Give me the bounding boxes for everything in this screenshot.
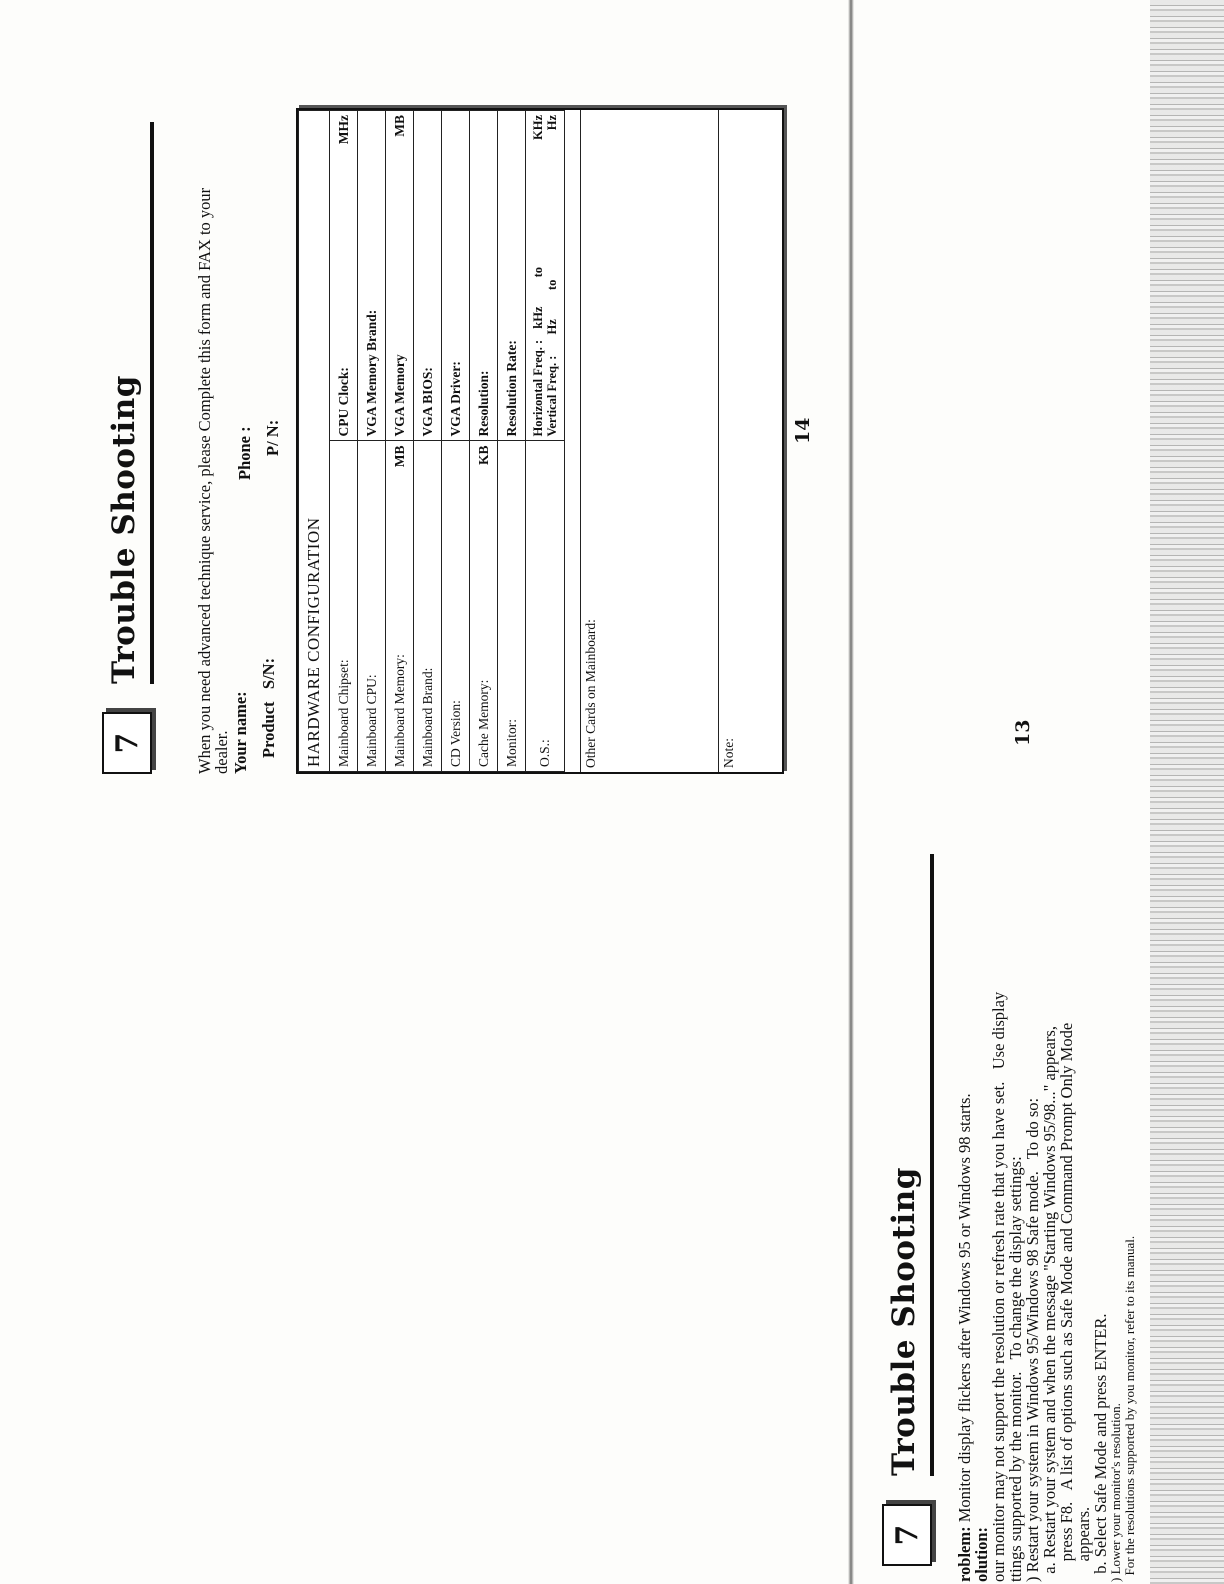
intro-line-2: dealer. [212, 730, 231, 774]
cpu-clock-field[interactable] [330, 111, 358, 442]
solution-line-8: ) Lower your monitor's resolution. [1108, 1403, 1123, 1582]
vga-memory-brand-field[interactable] [358, 111, 386, 442]
os-field[interactable] [526, 441, 565, 772]
field-label: Resolution: [475, 370, 491, 437]
monitor-field[interactable] [498, 441, 526, 772]
field-label: VGA Memory [391, 354, 407, 437]
pn-label: P/ N: [263, 419, 282, 456]
solution-label: olution: [972, 1526, 991, 1582]
solution-line-4: a. Restart your system and when the message "Starting Windows 95/98..." appears, [1040, 1026, 1059, 1582]
chapter-number-box [882, 1504, 932, 1566]
field-unit: MB [391, 115, 407, 137]
solution-line-9: For the resolutions supported by you monitor, refer to its manual. [1122, 1235, 1137, 1582]
horizontal-freq-line [531, 115, 545, 437]
solution-line-1: our monitor may not support the resolution or refresh rate that you have set. Use display [989, 991, 1008, 1582]
solution-line-7: b. Select Safe Mode and press ENTER. [1091, 1313, 1110, 1582]
page-13 [872, 0, 1148, 1584]
chapter-number: 7 [109, 732, 145, 754]
field-label: VGA Driver: [447, 361, 463, 437]
vertical-freq-line [545, 115, 559, 437]
scan-edge-noise [1150, 0, 1224, 1584]
horizontal-freq-label: Horizontal Freq. : [531, 339, 545, 437]
page-14 [92, 0, 842, 1584]
chapter-title: Trouble Shooting [106, 375, 142, 684]
freq-unit-end: KHz [531, 115, 545, 140]
field-label: CD Version: [447, 700, 463, 767]
hardware-configuration-form [296, 108, 784, 774]
field-unit: MHz [335, 115, 351, 145]
table-row [414, 111, 442, 772]
cache-memory-field[interactable] [470, 441, 498, 772]
phone-label: Phone : [235, 426, 254, 480]
table-row [442, 111, 470, 772]
problem-line [956, 992, 973, 1582]
mainboard-cpu-field[interactable] [358, 441, 386, 772]
freq-unit-end: Hz [545, 115, 559, 131]
field-unit: KB [475, 445, 491, 466]
table-row [526, 111, 565, 772]
vga-memory-field[interactable] [386, 111, 414, 442]
mainboard-chipset-field[interactable] [330, 441, 358, 772]
table-row [386, 111, 414, 772]
field-label: Monitor: [503, 718, 519, 767]
form-header-row [299, 111, 330, 772]
title-rule [930, 854, 934, 1476]
table-row [330, 111, 358, 772]
table-row [358, 111, 386, 772]
solution-line [973, 992, 990, 1582]
table-row [470, 111, 498, 772]
field-unit: MB [391, 445, 407, 468]
solution-line-6: appears. [1074, 1506, 1093, 1582]
field-label: Mainboard Memory: [391, 654, 407, 767]
freq-unit: Hz [545, 319, 559, 335]
solution-line-5: press F8. A list of options such as Safe Mode and Command Prompt Only Mode [1057, 1022, 1076, 1582]
note-area[interactable] [718, 110, 779, 772]
field-label: Cache Memory: [475, 679, 491, 767]
form-header: HARDWARE CONFIGURATION [299, 111, 330, 772]
solution-line-3: ) Restart your system in Windows 95/Windows 98 Safe mode. To do so: [1023, 1097, 1042, 1582]
freq-to: to [545, 279, 559, 291]
chapter-title: Trouble Shooting [886, 1167, 922, 1476]
field-label: Resolution Rate: [503, 340, 519, 437]
page-number: 13 [1012, 719, 1034, 746]
note-label: Note: [721, 738, 736, 768]
product-sn-label: Product S/N: [259, 657, 278, 758]
hardware-config-table [298, 110, 565, 772]
field-label: Mainboard CPU: [363, 674, 379, 767]
intro-text [196, 188, 230, 774]
vga-bios-field[interactable] [414, 111, 442, 442]
chapter-number-box [102, 712, 152, 774]
mainboard-memory-field[interactable] [386, 441, 414, 772]
field-label: VGA BIOS: [419, 367, 435, 437]
title-rule [150, 122, 154, 684]
field-label: Mainboard Brand: [419, 667, 435, 767]
table-row [498, 111, 526, 772]
freq-unit: kHz [531, 306, 545, 329]
problem-text: Monitor display flickers after Windows 95 or Windows 98 starts. [955, 1093, 974, 1523]
problem-text-block [956, 992, 1137, 1582]
page-number: 14 [792, 417, 814, 444]
resolution-rate-field[interactable] [498, 111, 526, 442]
cd-version-field[interactable] [442, 441, 470, 772]
page-fold-line [848, 0, 854, 1584]
field-label: VGA Memory Brand: [363, 309, 379, 437]
solution-line-2: ttings supported by the monitor. To change the display settings: [1006, 1156, 1025, 1582]
field-label: Mainboard Chipset: [335, 659, 351, 767]
field-label: CPU Clock: [335, 367, 351, 437]
problem-label: roblem: [955, 1526, 974, 1582]
frequency-field[interactable] [526, 111, 565, 442]
mainboard-brand-field[interactable] [414, 441, 442, 772]
vga-driver-field[interactable] [442, 111, 470, 442]
freq-to: to [531, 266, 545, 278]
vertical-freq-label: Vertical Freq. : [545, 355, 559, 437]
other-cards-label: Other Cards on Mainboard: [583, 619, 598, 768]
your-name-label: Your name: [231, 691, 250, 774]
intro-line-1: When you need advanced technique service, please Complete this form and FAX to your [195, 187, 214, 774]
resolution-field[interactable] [470, 111, 498, 442]
chapter-number: 7 [889, 1524, 925, 1546]
field-label: O.S.: [537, 739, 552, 767]
